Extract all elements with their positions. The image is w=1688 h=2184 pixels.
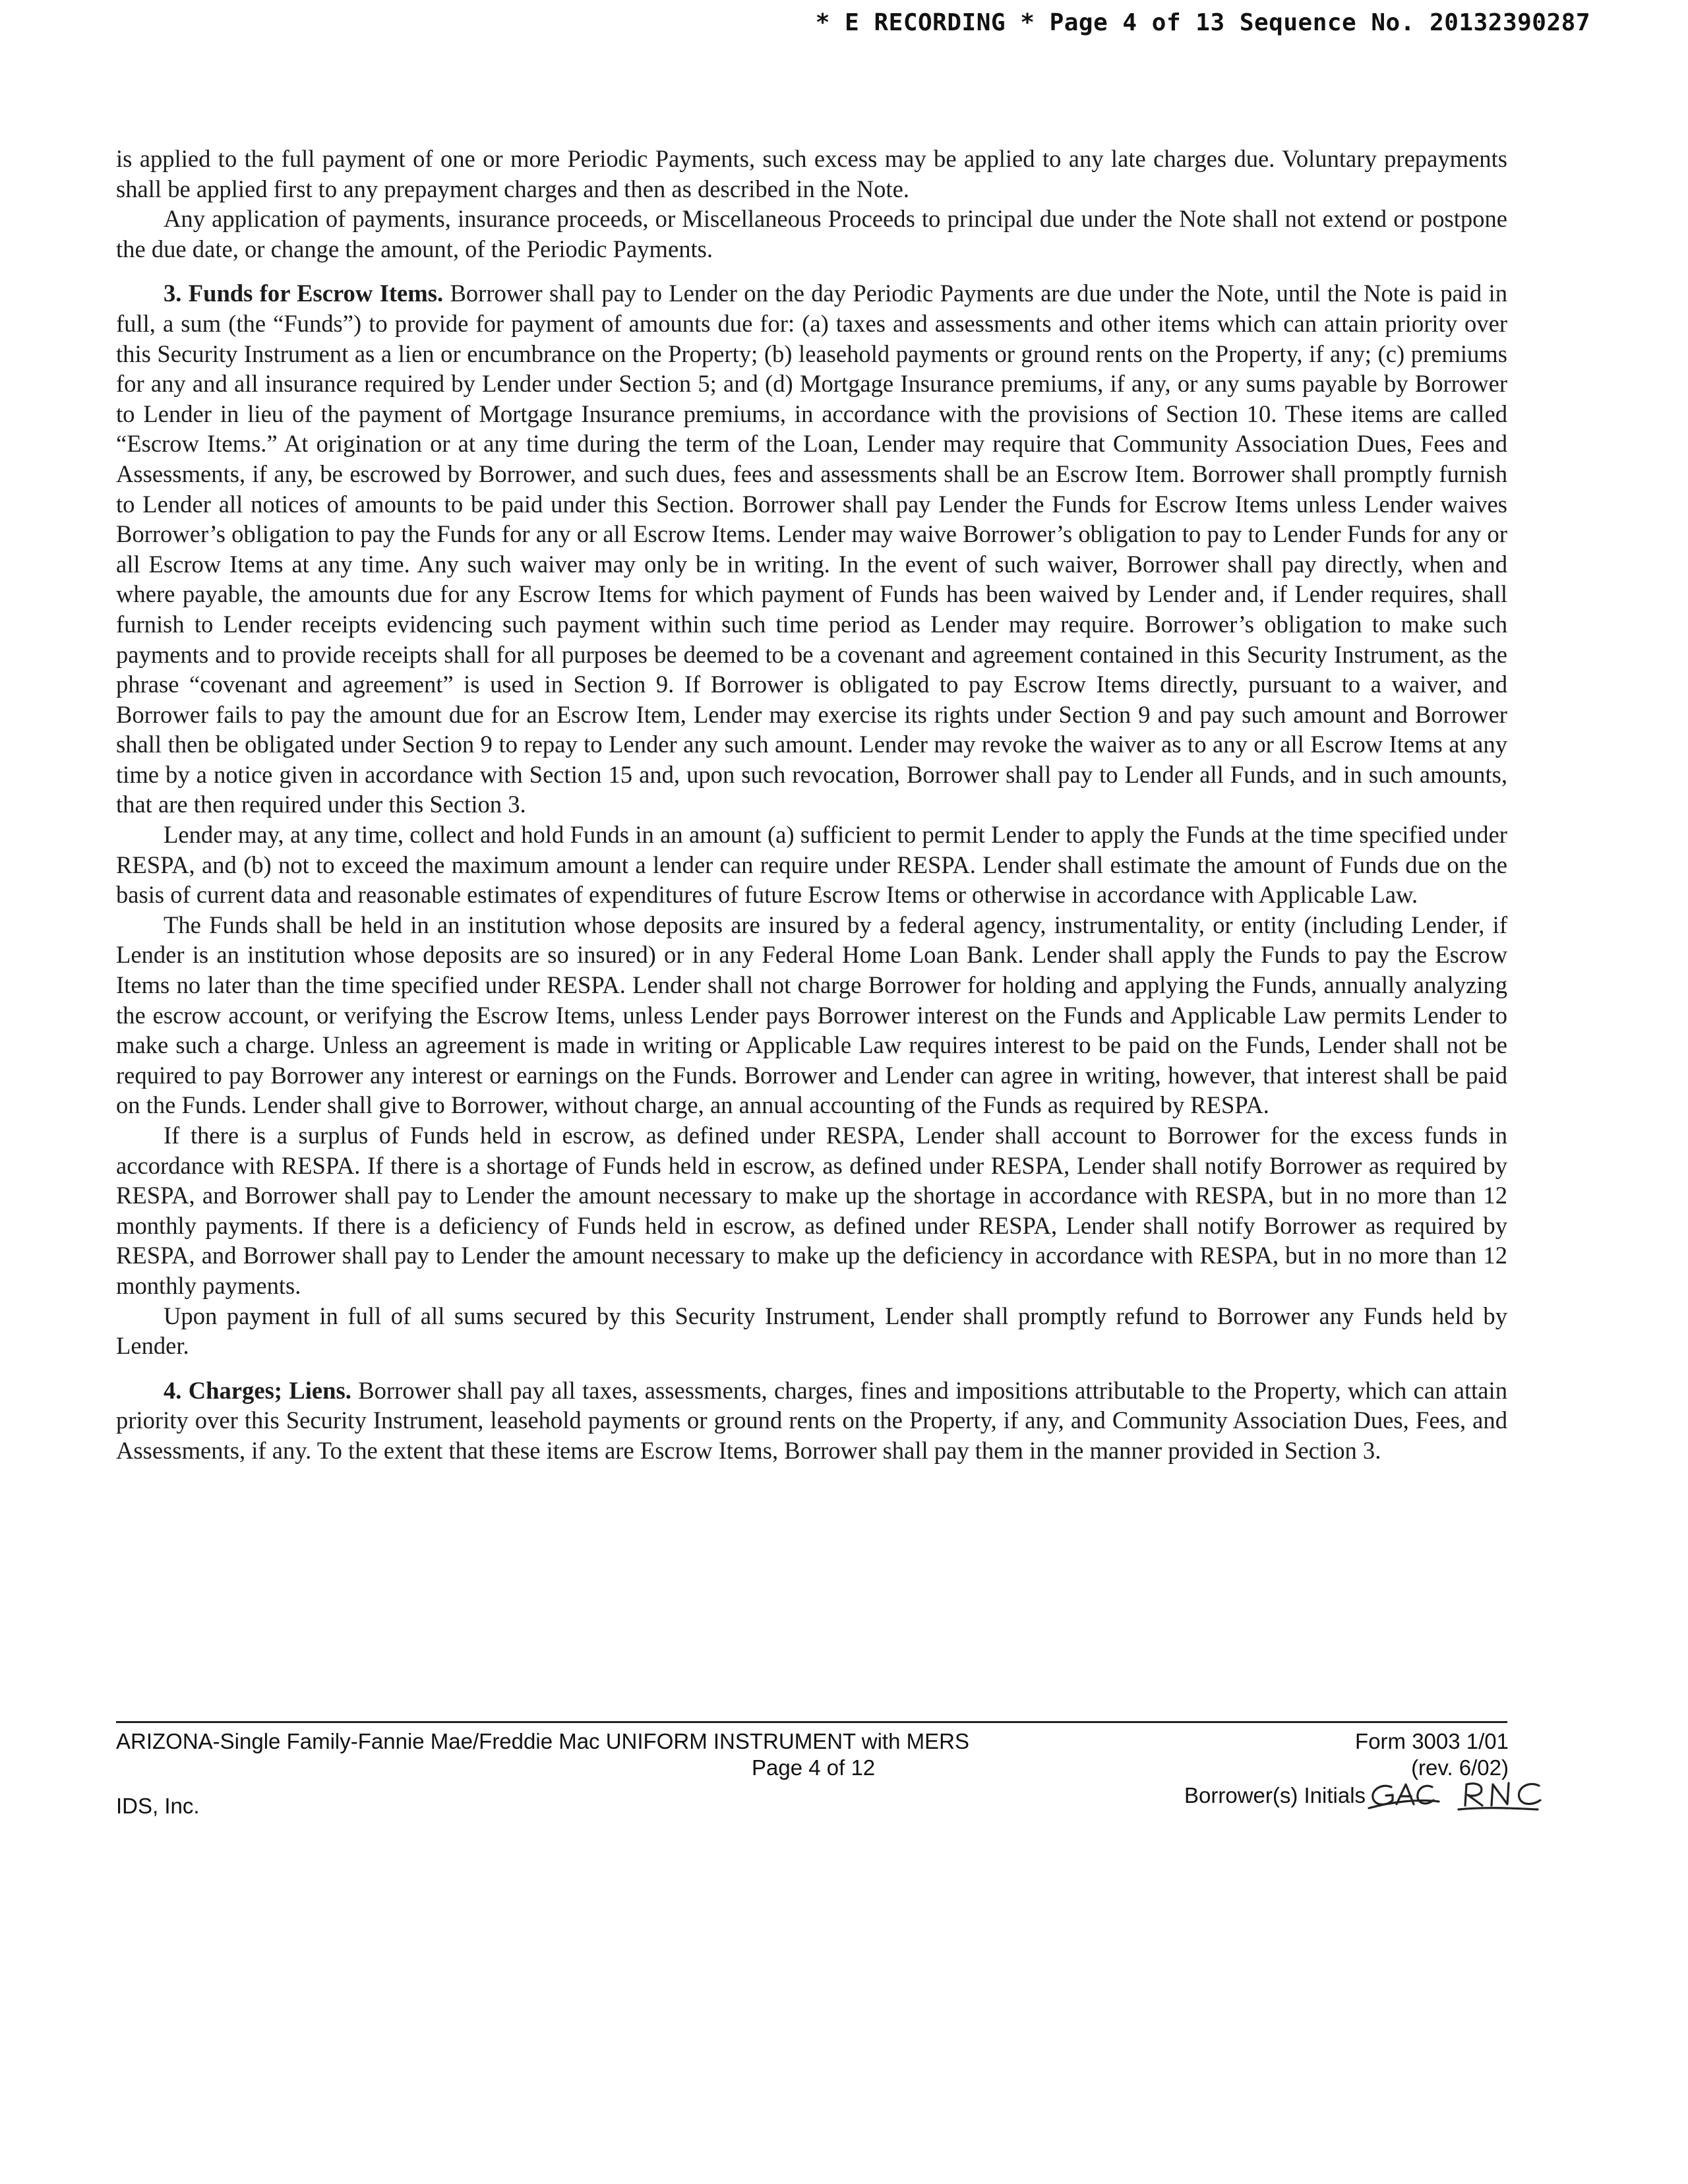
paragraph-surplus-shortage: If there is a surplus of Funds held in escrow, as defined under RESPA, Lender shall account to Borrower for the excess funds in accordance with RESPA. If there is a shortage of Funds held in escrow, as defined under RESPA, Lender shall notify Borrower as required by RESPA, and Borrower shall pay to Lender the amount necessary to make up the shortage in accordance with RESPA, but in no more than 12 monthly payments. If there is a deficiency of Funds held in escrow, as defined under RESPA, Lender shall notify Borrower as required by RESPA, and Borrower shall pay to Lender the amount necessary to make up the deficiency in accordance with RESPA, but in no more than 12 monthly payments. [116, 1122, 1507, 1299]
section-3-funds-for-escrow [116, 278, 1507, 820]
section-4-heading: 4. Charges; Liens. [164, 1376, 351, 1404]
footer-initials-label: Borrower(s) Initials [1184, 1783, 1366, 1807]
footer-form-title: ARIZONA-Single Family-Fannie Mae/Freddie Mac UNIFORM INSTRUMENT with MERS [116, 1729, 969, 1753]
section-4-charges-liens [116, 1376, 1507, 1466]
paragraph-prepayments: is applied to the full payment of one or more Periodic Payments, such excess may be applied to any late charges due. Voluntary prepayments shall be applied first to any prepayment charges and then as described in the Note. [116, 145, 1507, 202]
footer-page-number: Page 4 of 12 [752, 1755, 876, 1780]
document-body [116, 144, 1507, 1466]
paragraph-funds-held: The Funds shall be held in an institution whose deposits are insured by a federal agency, instrumentality, or entity (including Lender, if Lender is an institution whose deposits are so insured) or in any Federal Home Loan Bank. Lender shall apply the Funds to pay the Escrow Items no later than the time specified under RESPA. Lender shall not charge Borrower for holding and applying the Funds, annually analyzing the escrow account, or verifying the Escrow Items, unless Lender pays Borrower interest on the Funds and Applicable Law permits Lender to make such a charge. Unless an agreement is made in writing or Applicable Law requires interest to be paid on the Funds, Lender shall not be required to pay Borrower any interest or earnings on the Funds. Borrower and Lender can agree in writing, however, that interest shall be paid on the Funds. Lender shall give to Borrower, without charge, an annual accounting of the Funds as required by RESPA. [116, 911, 1507, 1119]
footer-vendor: IDS, Inc. [116, 1794, 200, 1818]
handwritten-initials [1366, 1775, 1564, 1815]
paragraph-application-of-payments: Any application of payments, insurance proceeds, or Miscellaneous Proceeds to principal due under the Note shall not extend or postpone the due date, or change the amount, of the Periodic Payments. [116, 205, 1507, 262]
paragraph-lender-collect-funds: Lender may, at any time, collect and hold Funds in an amount (a) sufficient to permit Lender to apply the Funds at the time specified under RESPA, and (b) not to exceed the maximum amount a lender can require under RESPA. Lender shall estimate the amount of Funds due on the basis of current data and reasonable estimates of expenditures of future Escrow Items or otherwise in accordance with Applicable Law. [116, 821, 1507, 909]
paragraph-refund: Upon payment in full of all sums secured by this Security Instrument, Lender shall promptly refund to Borrower any Funds held by Lender. [116, 1302, 1507, 1360]
recording-header: * E RECORDING * Page 4 of 13 Sequence No. 20132390287 [815, 9, 1590, 36]
section-3-text: Borrower shall pay to Lender on the day Periodic Payments are due under the Note, until the Note is paid in full, a sum (the “Funds”) to provide for payment of amounts due for: (a) taxes and assessments and other items which can attain priority over this Security Instrument as a lien or encumbrance on the Property; (b) leasehold payments or ground rents on the Property, if any; (c) premiums for any and all insurance required by Lender under Section 5; and (d) Mortgage Insurance premiums, if any, or any sums payable by Borrower to Lender in lieu of the payment of Mortgage Insurance premiums, in accordance with the provisions of Section 10. These items are called “Escrow Items.” At origination or at any time during the term of the Loan, Lender may require that Community Association Dues, Fees and Assessments, if any, be escrowed by Borrower, and such dues, fees and assessments shall be an Escrow Item. Borrower shall promptly furnish to Lender all notices of amounts to be paid under this Section. Borrower shall pay Lender the Funds for Escrow Items unless Lender waives Borrower’s obligation to pay the Funds for any or all Escrow Items. Lender may waive Borrower’s obligation to pay to Lender Funds for any or all Escrow Items at any time. Any such waiver may only be in writing. In the event of such waiver, Borrower shall pay directly, when and where payable, the amounts due for any Escrow Items for which payment of Funds has been waived by Lender and, if Lender requires, shall furnish to Lender receipts evidencing such payment within such time period as Lender may require. Borrower’s obligation to make such payments and to provide receipts shall for all purposes be deemed to be a covenant and agreement contained in this Security Instrument, as the phrase “covenant and agreement” is used in Section 9. If Borrower is obligated to pay Escrow Items directly, pursuant to a waiver, and Borrower fails to pay the amount due for an Escrow Item, Lender may exercise its rights under Section 9 and pay such amount and Borrower shall then be obligated under Section 9 to repay to Lender any such amount. Lender may revoke the waiver as to any or all Escrow Items at any time by a notice given in accordance with Section 15 and, upon such revocation, Borrower shall pay to Lender all Funds, and in such amounts, that are then required under this Section 3. [116, 280, 1507, 818]
section-4-text: Borrower shall pay all taxes, assessments, charges, fines and impositions attributable to the Property, which can attain priority over this Security Instrument, leasehold payments or ground rents on the Property, if any, and Community Association Dues, Fees, and Assessments, if any. To the extent that these items are Escrow Items, Borrower shall pay them in the manner provided in Section 3. [116, 1376, 1507, 1464]
footer-divider [116, 1721, 1507, 1723]
footer-revision: (rev. 6/02) [1411, 1755, 1509, 1780]
footer-form-number: Form 3003 1/01 [1355, 1729, 1509, 1753]
section-3-heading: 3. Funds for Escrow Items. [164, 280, 444, 307]
